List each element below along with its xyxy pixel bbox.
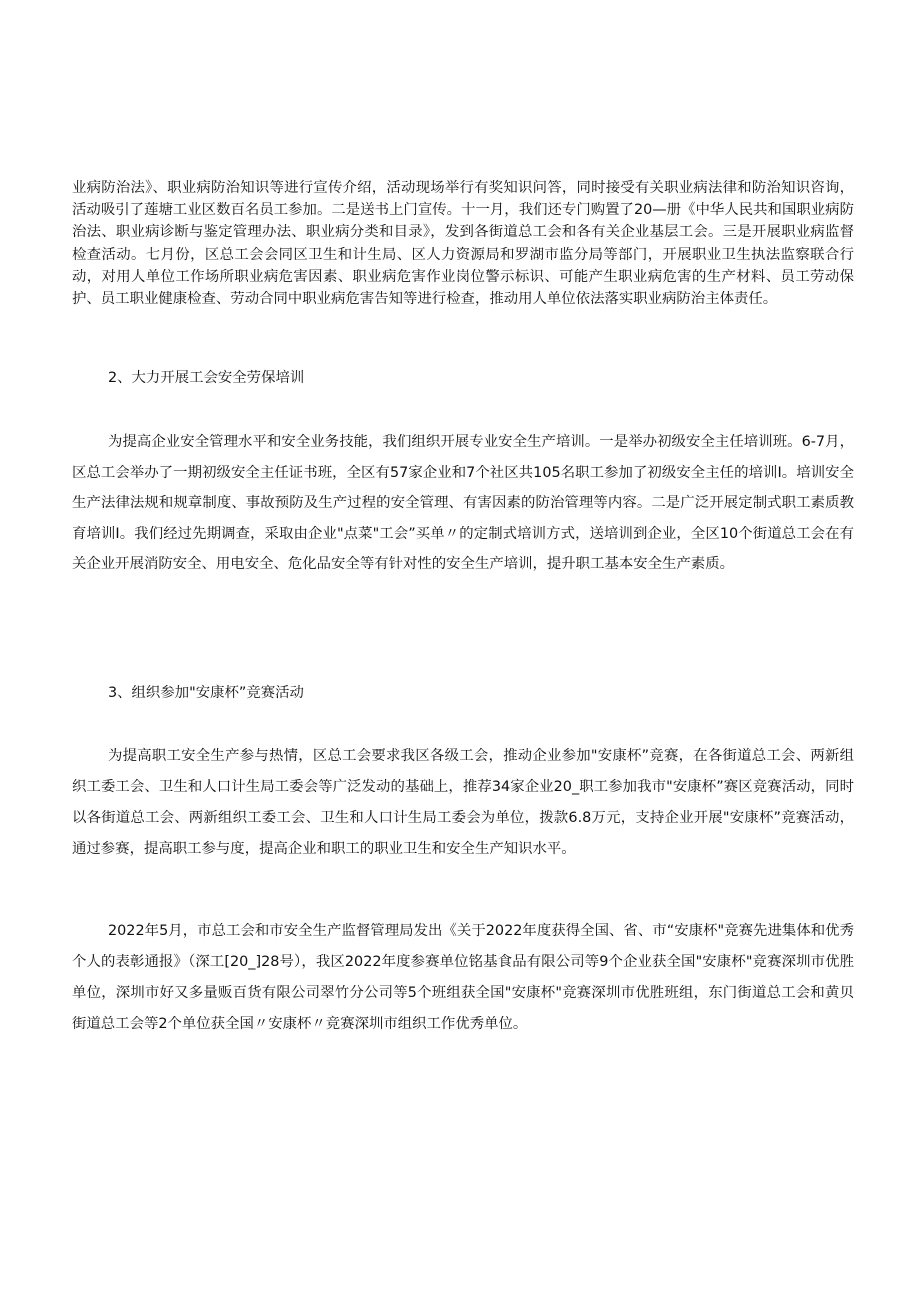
body-paragraph-occupational-disease: 业病防治法》、职业病防治知识等进行宣传介绍，活动现场举行有奖知识问答，同时接受有关职业病法律和防治知识咨询，活动吸引了莲塘工业区数百名员工参加。二是送书上门宣传。十一月，我们还专门购置了20—册《中华人民共和国职业病防治法、职业病诊断与鉴定管理办法、职业病分类和目录》，发到各街道总工会和各有关企业基层工会。三是开展职业病监督检查活动。七月份，区总工会会同区卫生和计生局、区人力资源局和罗湖市监分局等部门，开展职业卫生执法监察联合行动，对用人单位工作场所职业病危害因素、职业病危害作业岗位警示标识、可能产生职业病危害的生产材料、员工劳动保护、员工职业健康检查、劳动合同中职业病危害告知等进行检查，推动用人单位依法落实职业病防治主体责任。: [72, 180, 854, 308]
body-paragraph-ankang-cup: 为提高职工安全生产参与热情，区总工会要求我区各级工会，推动企业参加"安康杯”竞赛，在各街道总工会、两新组织工委工会、卫生和人口计生局工委会等广泛发动的基础上，推荐34家企业20_职工参加我市"安康杯”赛区竞赛活动，同时以各街道总工会、两新组织工委工会、卫生和人口计生局工委会为单位，拨款6.8万元，支持企业开展"安康杯”竞赛活动，通过参赛，提高职工参与度，提高企业和职工的职业卫生和安全生产知识水平。: [72, 748, 854, 857]
section-heading-safety-training: 2、大力开展工会安全劳保培训: [108, 370, 305, 386]
section-heading-ankang-cup: 3、组织参加"安康杯”竞赛活动: [108, 685, 304, 701]
body-paragraph-safety-training: 为提高企业安全管理水平和安全业务技能，我们组织开展专业安全生产培训。一是举办初级安全主任培训班。6-7月，区总工会举办了一期初级安全主任证书班，全区有57家企业和7个社区共105名职工参加了初级安全主任的培训I。培训安全生产法律法规和规章制度、事故预防及生产过程的安全管理、有害因素的防治管理等内容。二是广泛开展定制式职工素质教育培训I。我们经过先期调查，采取由企业"点菜"工会”买单〃的定制式培训方式，送培训到企业，全区10个街道总工会在有关企业开展消防安全、用电安全、危化品安全等有针对性的安全生产培训，提升职工基本安全生产素质。: [72, 434, 854, 573]
body-paragraph-awards: 2022年5月，市总工会和市安全生产监督管理局发出《关于2022年度获得全国、省、市“安康杯"竞赛先进集体和优秀个人的表彰通报》（深工[20_]28号），我区2022年度参赛单位铭基食品有限公司等9个企业获全国"安康杯"竞赛深圳市优胜单位，深圳市好又多量贩百货有限公司翠竹分公司等5个班组获全国"安康杯"竞赛深圳市优胜班组，东门街道总工会和黄贝街道总工会等2个单位获全国〃安康杯〃竞赛深圳市组织工作优秀单位。: [72, 923, 854, 1032]
